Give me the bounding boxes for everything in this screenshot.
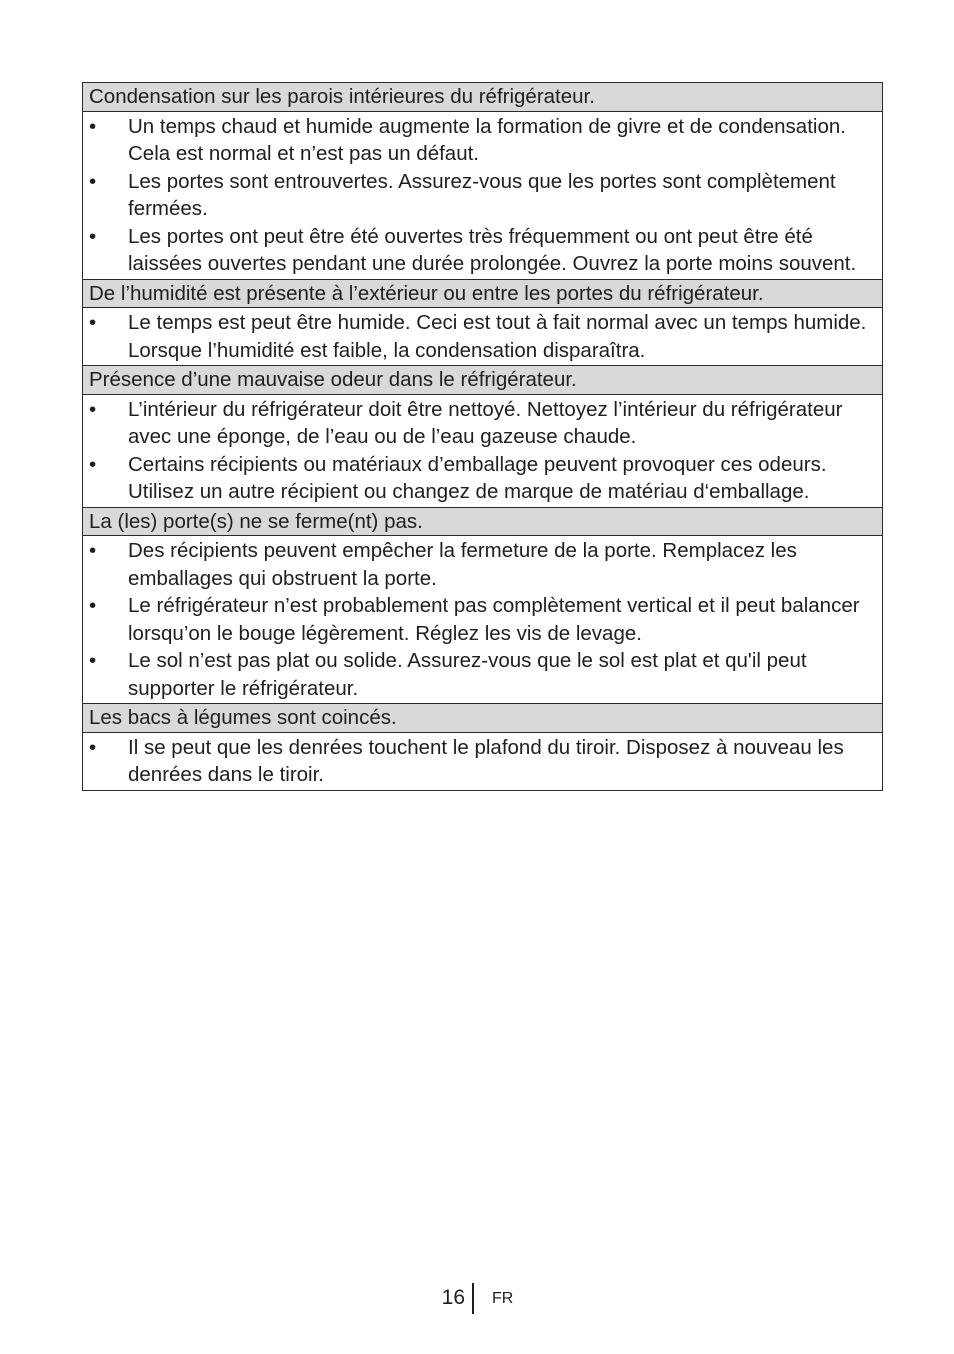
language-code: FR bbox=[492, 1290, 514, 1307]
list-item-text: Un temps chaud et humide augmente la formation de givre et de condensation. Cela est normal et n’est pas un défaut. bbox=[128, 114, 846, 165]
section-body-condensation bbox=[83, 112, 882, 280]
list-item bbox=[83, 168, 876, 223]
page-number: 16 bbox=[441, 1286, 465, 1309]
bullet-icon: • bbox=[89, 452, 97, 476]
list-item-text: Certains récipients ou matériaux d’emballage peuvent provoquer ces odeurs. Utilisez un autre récipient ou changez de marque de matériau d‘emballage. bbox=[128, 452, 827, 503]
bullet-icon: • bbox=[89, 397, 97, 421]
bullet-icon: • bbox=[89, 114, 97, 138]
list-item bbox=[83, 537, 876, 592]
list-item-text: Des récipients peuvent empêcher la fermeture de la porte. Remplacez les emballages qui obstruent la porte. bbox=[128, 539, 797, 590]
section-body-humidity bbox=[83, 308, 882, 366]
bullet-icon: • bbox=[89, 594, 97, 617]
list-item-text: Le sol n’est pas plat ou solide. Assurez-vous que le sol est plat et qu'il peut supporter le réfrigérateur. bbox=[128, 649, 807, 700]
page-footer bbox=[0, 1283, 954, 1315]
footer-divider bbox=[472, 1283, 474, 1314]
list-item bbox=[83, 451, 876, 506]
section-body-door bbox=[83, 536, 882, 704]
bullet-icon: • bbox=[89, 735, 97, 759]
list-item bbox=[83, 592, 876, 647]
list-item-text: Le réfrigérateur n’est probablement pas complètement vertical et il peut balancer lorsqu’on le bouge légèrement. Réglez les vis de levage. bbox=[128, 594, 860, 645]
bullet-icon: • bbox=[89, 224, 97, 248]
section-body-odor bbox=[83, 395, 882, 508]
list-item bbox=[83, 734, 876, 789]
list-item-text: Il se peut que les denrées touchent le plafond du tiroir. Disposez à nouveau les denrées dans le tiroir. bbox=[128, 735, 844, 786]
list-item bbox=[83, 223, 876, 278]
list-item bbox=[83, 113, 876, 168]
list-item bbox=[83, 309, 876, 364]
bullet-icon: • bbox=[89, 649, 97, 672]
list-item-text: L’intérieur du réfrigérateur doit être nettoyé. Nettoyez l’intérieur du réfrigérateur avec une éponge, de l’eau ou de l’eau gazeuse chaude. bbox=[128, 397, 843, 448]
list-item bbox=[83, 396, 876, 451]
list-item-text: Les portes ont peut être été ouvertes très fréquemment ou ont peut être été laissées ouvertes pendant une durée prolongée. Ouvrez la porte moins souvent. bbox=[128, 224, 857, 275]
section-body-crisper bbox=[83, 733, 882, 790]
section-header-door: La (les) porte(s) ne se ferme(nt) pas. bbox=[83, 508, 882, 537]
section-header-condensation: Condensation sur les parois intérieures du réfrigérateur. bbox=[83, 83, 882, 112]
bullet-icon: • bbox=[89, 169, 97, 193]
troubleshooting-table bbox=[82, 82, 883, 791]
bullet-icon: • bbox=[89, 539, 97, 562]
list-item bbox=[83, 647, 876, 702]
bullet-icon: • bbox=[89, 311, 97, 334]
section-header-odor: Présence d’une mauvaise odeur dans le réfrigérateur. bbox=[83, 366, 882, 395]
list-item-text: Les portes sont entrouvertes. Assurez-vous que les portes sont complètement fermées. bbox=[128, 169, 836, 220]
section-header-crisper: Les bacs à légumes sont coincés. bbox=[83, 704, 882, 733]
section-header-humidity: De l’humidité est présente à l’extérieur ou entre les portes du réfrigérateur. bbox=[83, 280, 882, 309]
list-item-text: Le temps est peut être humide. Ceci est tout à fait normal avec un temps humide. Lorsque l’humidité est faible, la condensation disparaîtra. bbox=[128, 311, 867, 362]
